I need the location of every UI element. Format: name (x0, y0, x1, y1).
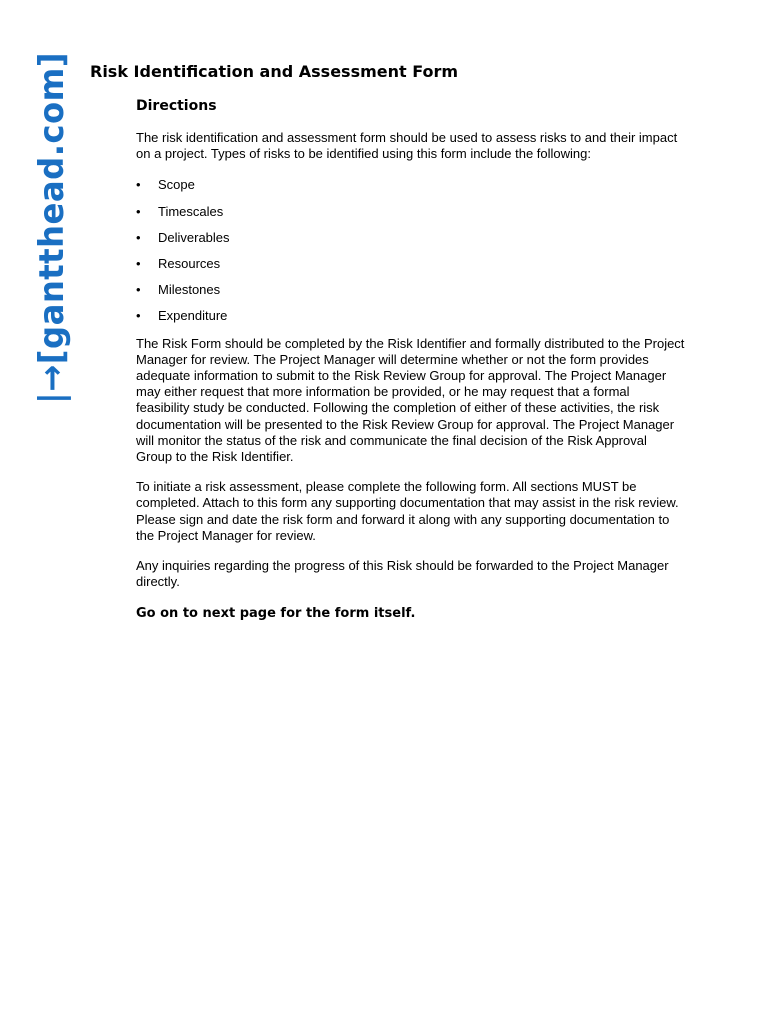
gantthead-logo (32, 33, 72, 406)
directions-heading: Directions (136, 98, 217, 114)
risk-types-list (136, 176, 686, 333)
document-body (136, 96, 686, 624)
list-item: • Scope (136, 176, 686, 202)
initiate-paragraph: To initiate a risk assessment, please complete the following form. All sections MUST be completed. Attach to this form any supporting documentation that may assist in the risk review. Please sign and date the risk form and forward it along with any supporting documentation to the Project Manager for review. (136, 479, 679, 543)
next-page-note: Go on to next page for the form itself. (136, 606, 416, 622)
inquiries-paragraph: Any inquiries regarding the progress of this Risk should be forwarded to the Project Manager directly. (136, 557, 669, 590)
list-item: • Timescales (136, 203, 686, 229)
logo-text: |→[gantthead.com] (32, 33, 72, 404)
process-paragraph: The Risk Form should be completed by the Risk Identifier and formally distributed to the Project Manager for review. The Project Manager will determine whether or not the form provides adequate information to submit to the Risk Review Group for approval. The Project Manager may either request that more information be provided, or he may request that a formal feasibility study be conducted. Following the completion of either of these activities, the risk documentation will be presented to the Risk Review Group for approval. The Project Manager will monitor the status of the risk and communicate the final decision of the Risk Approval Group to the Risk Identifier. (136, 335, 685, 464)
list-item: • Resources (136, 255, 686, 281)
intro-paragraph: The risk identification and assessment form should be used to assess risks to and their impact on a project. Types of risks to be identified using this form include the following: (136, 130, 678, 162)
page-title: Risk Identification and Assessment Form (90, 62, 459, 81)
list-item: • Expenditure (136, 307, 686, 333)
list-item: • Milestones (136, 281, 686, 307)
list-item: • Deliverables (136, 229, 686, 255)
